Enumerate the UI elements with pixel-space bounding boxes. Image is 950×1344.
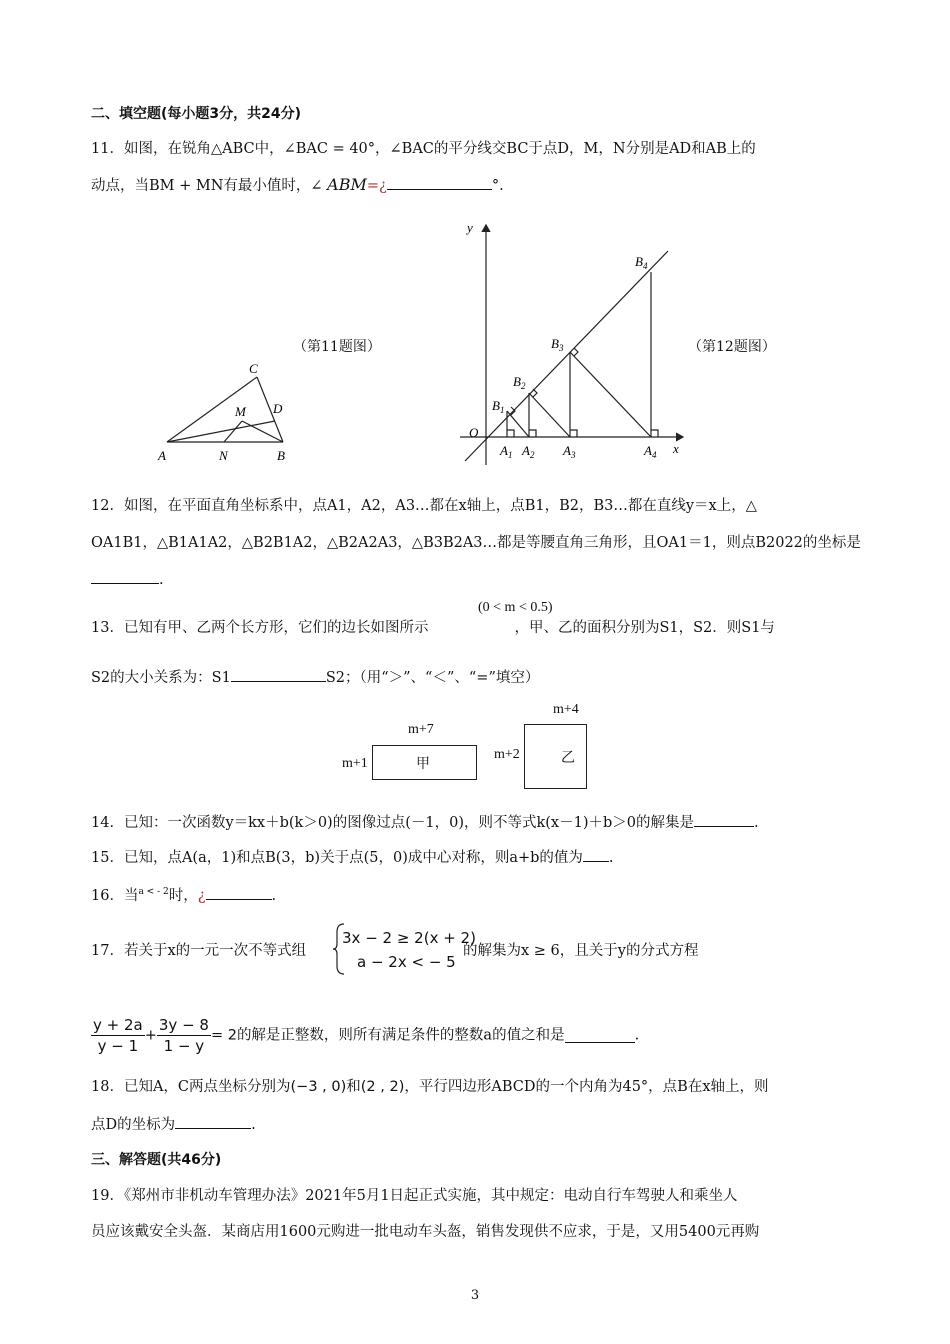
rect-jia-name: 甲 (416, 756, 430, 772)
fig12-label-a3: $A_3$ (563, 443, 576, 460)
q18-text-a: 18．已知A，C两点坐标分别为 (91, 1079, 291, 1095)
q11-angle-name: ABM (327, 175, 367, 194)
q18-text-d: 点D的坐标为 (91, 1117, 176, 1133)
question-16 (91, 882, 276, 906)
question-17-line-1 (91, 941, 306, 961)
answer-blank-17[interactable] (565, 1028, 635, 1043)
q16-symbol: ¿ (197, 888, 206, 904)
fig12-label-o: O (469, 425, 479, 440)
q13-condition: (0 < m < 0.5) (478, 600, 553, 615)
q17-text-a: 17．若关于x的一元一次不等式组 (91, 943, 307, 959)
question-13-line-2 (91, 667, 539, 688)
rect-yi-top-label: m+4 (553, 702, 579, 717)
fig12-label-b1: $B_1$ (492, 398, 505, 415)
question-19-line-1: 19．《郑州市非机动车管理办法》2021年5月1日起正式实施，其中规定：电动自行车驾驶人和乘坐人 (91, 1188, 738, 1204)
page-number: 3 (470, 1288, 480, 1303)
question-17-line-1b: 的解集为x ≥ 6，且关于y的分式方程 (463, 943, 699, 959)
question-18-line-1 (91, 1077, 769, 1097)
q15-text: 15．已知，点A(a，1)和点B(3，b)关于点(5，0)成中心对称，则a+b的值为 (91, 850, 583, 866)
fig11-label-c: C (249, 361, 258, 376)
question-12-line-1: 12．如图，在平面直角坐标系中，点A1，A2，A3…都在x轴上，点B1，B2，B3…都在直线y＝x上，△ (91, 498, 757, 514)
fig12-label-b3: $B_3$ (551, 336, 564, 353)
q12-period: . (159, 572, 164, 588)
q17-period: . (634, 1027, 640, 1044)
q16-text-b: 时， (168, 888, 198, 904)
q18-text-c: ，平行四边形ABCD的一个内角为45°，点B在x轴上，则 (404, 1079, 769, 1095)
question-15 (91, 847, 614, 868)
figure-11-caption: （第11题图） (293, 339, 381, 355)
q13-text-d: S2；（用“＞”、“＜”、“=”填空） (325, 670, 540, 686)
question-18-line-2 (91, 1114, 256, 1135)
fig11-segment-mn (224, 421, 242, 442)
q17-text-c: 的解是正整数，则所有满足条件的整数a的值之和是 (236, 1027, 565, 1044)
fig11-label-a: A (158, 448, 166, 463)
q18-text-b: 和 (346, 1079, 361, 1095)
q17-fraction-1: $\frac{y + 2a}{y - 1}$ (93, 1016, 143, 1055)
q17-equals: = 2 (210, 1027, 237, 1044)
rect-yi-left-label: m+2 (494, 747, 520, 762)
fig12-label-x: x (673, 441, 679, 456)
section-title-answer: 三、解答题(共46分) (91, 1152, 222, 1168)
fig12-label-a4: $A_4$ (644, 443, 657, 460)
q14-text: 14．已知：一次函数y＝kx＋b(k＞0)的图像过点(－1，0)，则不等式k(x－1)＋b＞0的解集是 (91, 815, 694, 831)
question-11-line-2 (91, 175, 504, 196)
q11-degree: °. (491, 178, 504, 194)
q16-condition: a < - 2 (138, 887, 169, 897)
answer-blank-12[interactable] (91, 569, 159, 584)
fig12-label-a2: $A_2$ (522, 443, 535, 460)
answer-blank-13[interactable] (231, 667, 326, 682)
q13-text-c: S2的大小关系为：S1 (91, 670, 231, 686)
q17-plus: + (144, 1027, 157, 1044)
question-12-line-3 (91, 569, 164, 590)
q14-period: . (754, 815, 759, 831)
rect-yi (524, 724, 587, 789)
figure-12-caption: （第12题图） (688, 339, 776, 355)
answer-blank-16[interactable] (206, 885, 272, 900)
rect-jia-left-label: m+1 (342, 756, 368, 771)
rect-jia-top-label: m+7 (408, 722, 434, 737)
question-19-line-2: 员应该戴安全头盔．某商店用1600元购进一批电动车头盔，销售发现供不应求，于是，又用5400元再购 (91, 1224, 760, 1240)
fig12-label-a1: $A_1$ (500, 443, 513, 460)
q18-period: . (251, 1117, 256, 1133)
fig11-label-d: D (273, 401, 283, 416)
question-14 (91, 812, 759, 833)
q17-fraction-2: $\frac{3y - 8}{1 - y}$ (158, 1016, 209, 1055)
fig11-bisector-ad (167, 421, 275, 442)
fig12-label-b4: $B_4$ (635, 254, 648, 271)
question-13-line-1 (91, 618, 775, 638)
q18-point-a: (−3 , 0) (290, 1079, 347, 1095)
fig11-segment-bm (242, 421, 283, 442)
fig12-line-y-equals-x (465, 251, 668, 461)
answer-blank-11[interactable] (387, 175, 492, 190)
fig11-label-m: M (235, 404, 246, 419)
section-title-fill-in: 二、填空题(每小题3分，共24分) (91, 106, 302, 122)
question-12-line-2: OA1B1，△B1A1A2，△B2B1A2，△B2A2A3，△B3B2A3…都是等腰直角三角形，且OA1＝1，则点B2022的坐标是 (91, 535, 861, 551)
q15-period: . (608, 850, 614, 866)
q16-text-a: 16．当 (91, 888, 139, 904)
fig11-label-b: B (277, 448, 285, 463)
q18-point-c: (2 , 2) (360, 1079, 405, 1095)
question-11-line-1: 11．如图，在锐角△ABC中，∠BAC = 40°，∠BAC的平分线交BC于点D，M，N分别是AD和AB上的 (91, 141, 756, 157)
q11-equals: =¿ (366, 178, 387, 194)
fig12-label-y: y (467, 220, 473, 235)
answer-blank-18[interactable] (175, 1114, 251, 1129)
q17-inequality-2: a − 2x < − 5 (357, 953, 456, 971)
answer-blank-14[interactable] (694, 812, 754, 827)
q13-text-a: 13．已知有甲、乙两个长方形，它们的边长如图所示 (91, 620, 429, 636)
figure-12-coordinate-plane (455, 215, 695, 470)
answer-blank-15[interactable] (583, 847, 609, 862)
q11-text: 动点，当BM + MN有最小值时，∠ (91, 178, 323, 194)
fig12-label-b2: $B_2$ (513, 374, 526, 391)
q13-text-b: ，甲、乙的面积分别为S1，S2．则S1与 (514, 620, 775, 636)
q16-period: . (271, 888, 277, 904)
rect-yi-name: 乙 (561, 750, 575, 766)
figure-11-triangle (150, 355, 310, 467)
fig11-label-n: N (219, 448, 228, 463)
q17-inequality-1: 3x − 2 ≥ 2(x + 2) (342, 929, 476, 947)
question-17-line-2 (91, 1015, 639, 1056)
